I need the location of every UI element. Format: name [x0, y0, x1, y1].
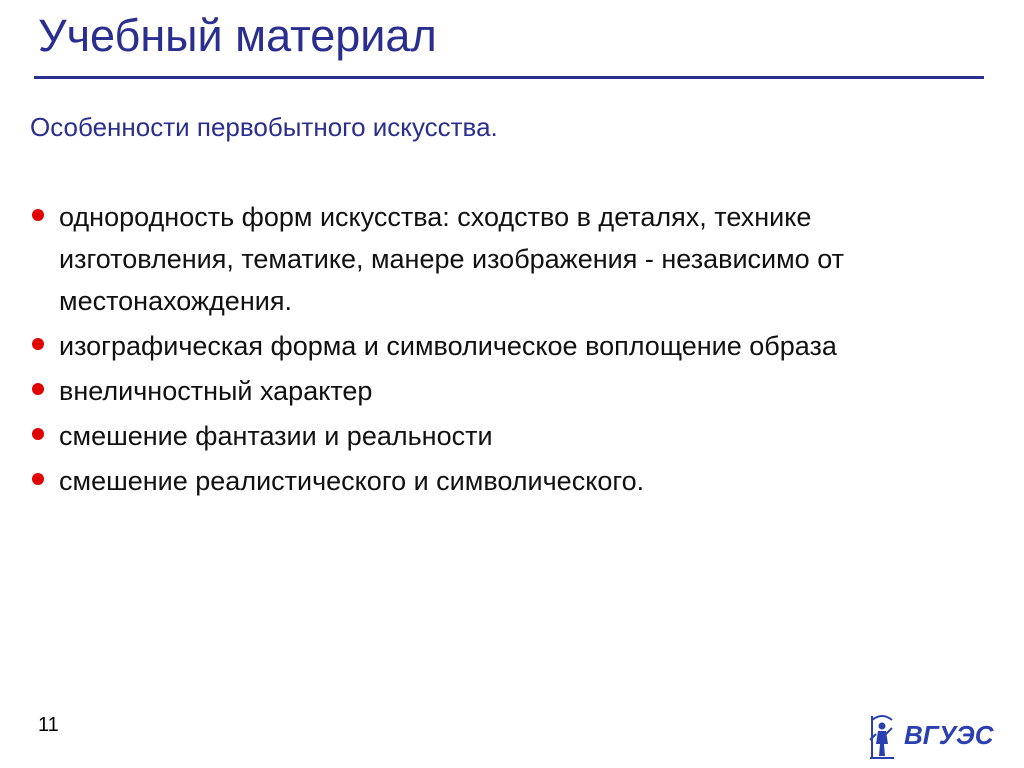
list-item [30, 370, 990, 412]
bullet-text: однородность форм искусства: сходство в деталях, технике изготовления, тематике, манере изображения - независимо от местонахождения. [59, 202, 844, 316]
bullet-text: изографическая форма и символическое воплощение образа [59, 331, 837, 361]
bullet-icon [32, 383, 44, 395]
page-number: 11 [38, 714, 59, 736]
bullet-icon [32, 209, 44, 221]
list-item [30, 196, 990, 322]
slide-subtitle: Особенности первобытного искусства. [30, 112, 498, 142]
slide-title: Учебный материал [38, 10, 437, 61]
bullet-icon [32, 473, 44, 485]
bullet-list [30, 196, 990, 502]
logo-text: ВГУЭС [904, 720, 994, 750]
list-item [30, 460, 990, 502]
list-item [30, 415, 990, 457]
bullet-text: смешение фантазии и реальности [59, 421, 493, 451]
list-item [30, 325, 990, 367]
bullet-icon [32, 338, 44, 350]
bullet-text: внеличностный характер [59, 376, 373, 406]
bullet-text: смешение реалистического и символического. [59, 466, 645, 496]
title-divider [34, 76, 984, 79]
bullet-icon [32, 428, 44, 440]
